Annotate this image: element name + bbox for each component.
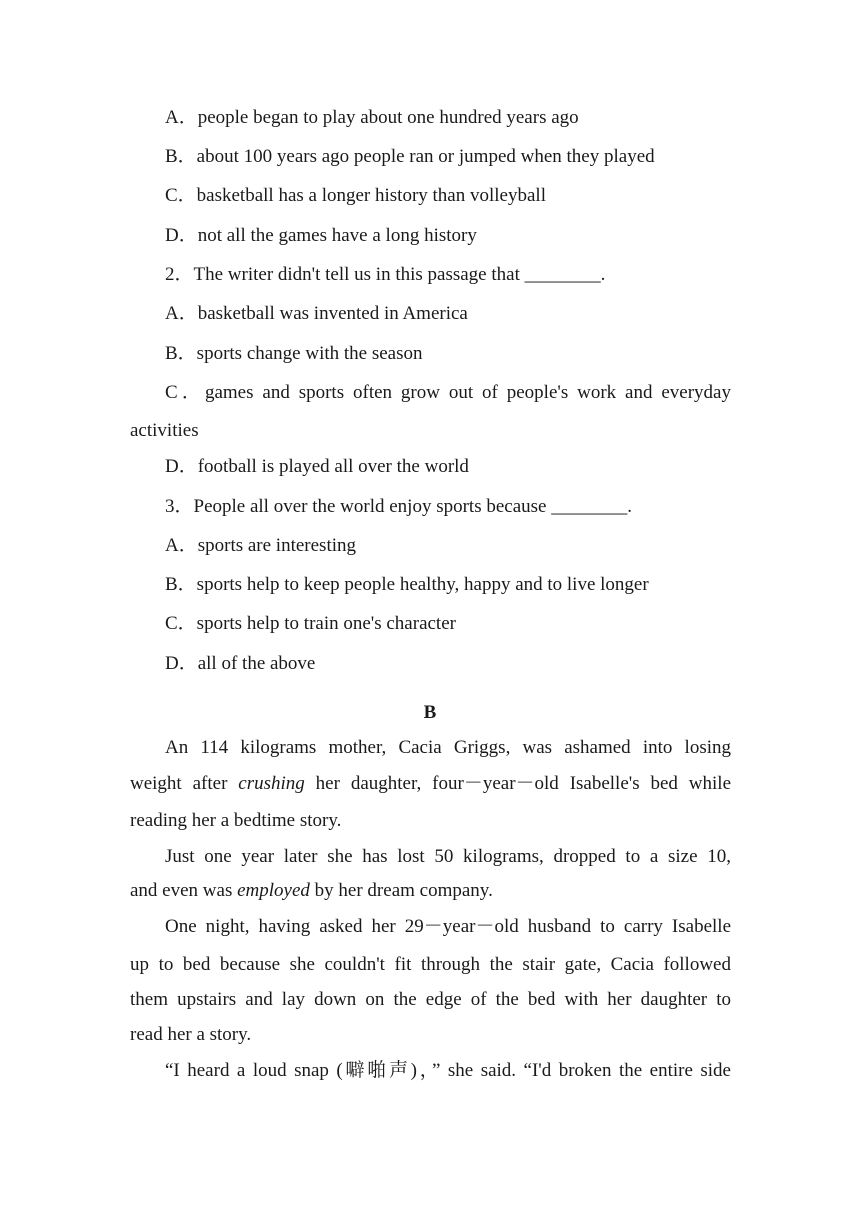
q3-option-c: C．sports help to train one's character [165,613,456,634]
q1-option-a: A．people began to play about one hundred years ago [165,107,579,128]
text-run: her daughter, four－year－old Isabelle's bed while [304,773,732,794]
italic-word: employed [237,880,310,901]
paragraph-3-line-2: up to bed because she couldn't fit through the stair gate, Cacia followed [130,954,731,975]
q2-option-a: A．basketball was invented in America [165,303,468,324]
text-run: by her dream company. [309,880,493,901]
q2-option-b: B．sports change with the season [165,343,423,364]
text-run: and even was [130,880,238,901]
paragraph-3-line-1: One night, having asked her 29－year－old husband to carry Isabelle [165,916,731,937]
italic-word: crushing [238,773,305,794]
paragraph-1-line-1: An 114 kilograms mother, Cacia Griggs, was ashamed into losing [165,737,731,758]
q2-option-d: D．football is played all over the world [165,456,469,477]
paragraph-1-line-2 [130,772,731,796]
q1-option-d: D．not all the games have a long history [165,225,477,246]
paragraph-3-line-3: them upstairs and lay down on the edge of the bed with her daughter to [130,989,731,1010]
q3-option-a: A．sports are interesting [165,535,357,556]
paragraph-1-line-3: reading her a bedtime story. [130,810,342,831]
paragraph-2-line-1: Just one year later she has lost 50 kilograms, dropped to a size 10, [165,846,731,867]
paragraph-2-line-2 [130,879,731,903]
q3-option-d: D．all of the above [165,653,316,674]
q3-option-b: B．sports help to keep people healthy, happy and to live longer [165,574,649,595]
q2-option-c-continued: activities [130,420,199,441]
q1-option-c: C．basketball has a longer history than volleyball [165,185,546,206]
text-run: weight after [130,773,239,794]
q2-stem: 2．The writer didn't tell us in this passage that ________. [165,264,606,285]
q2-option-c: C．games and sports often grow out of people's work and everyday [165,382,731,403]
section-heading: B [423,702,437,723]
q3-stem: 3．People all over the world enjoy sports because ________. [165,496,632,517]
q1-option-b: B．about 100 years ago people ran or jumped when they played [165,146,655,167]
paragraph-3-line-4: read her a story. [130,1024,252,1045]
paragraph-4-line-1: “I heard a loud snap (噼啪声)，” she said. “I'd broken the entire side [165,1060,731,1081]
